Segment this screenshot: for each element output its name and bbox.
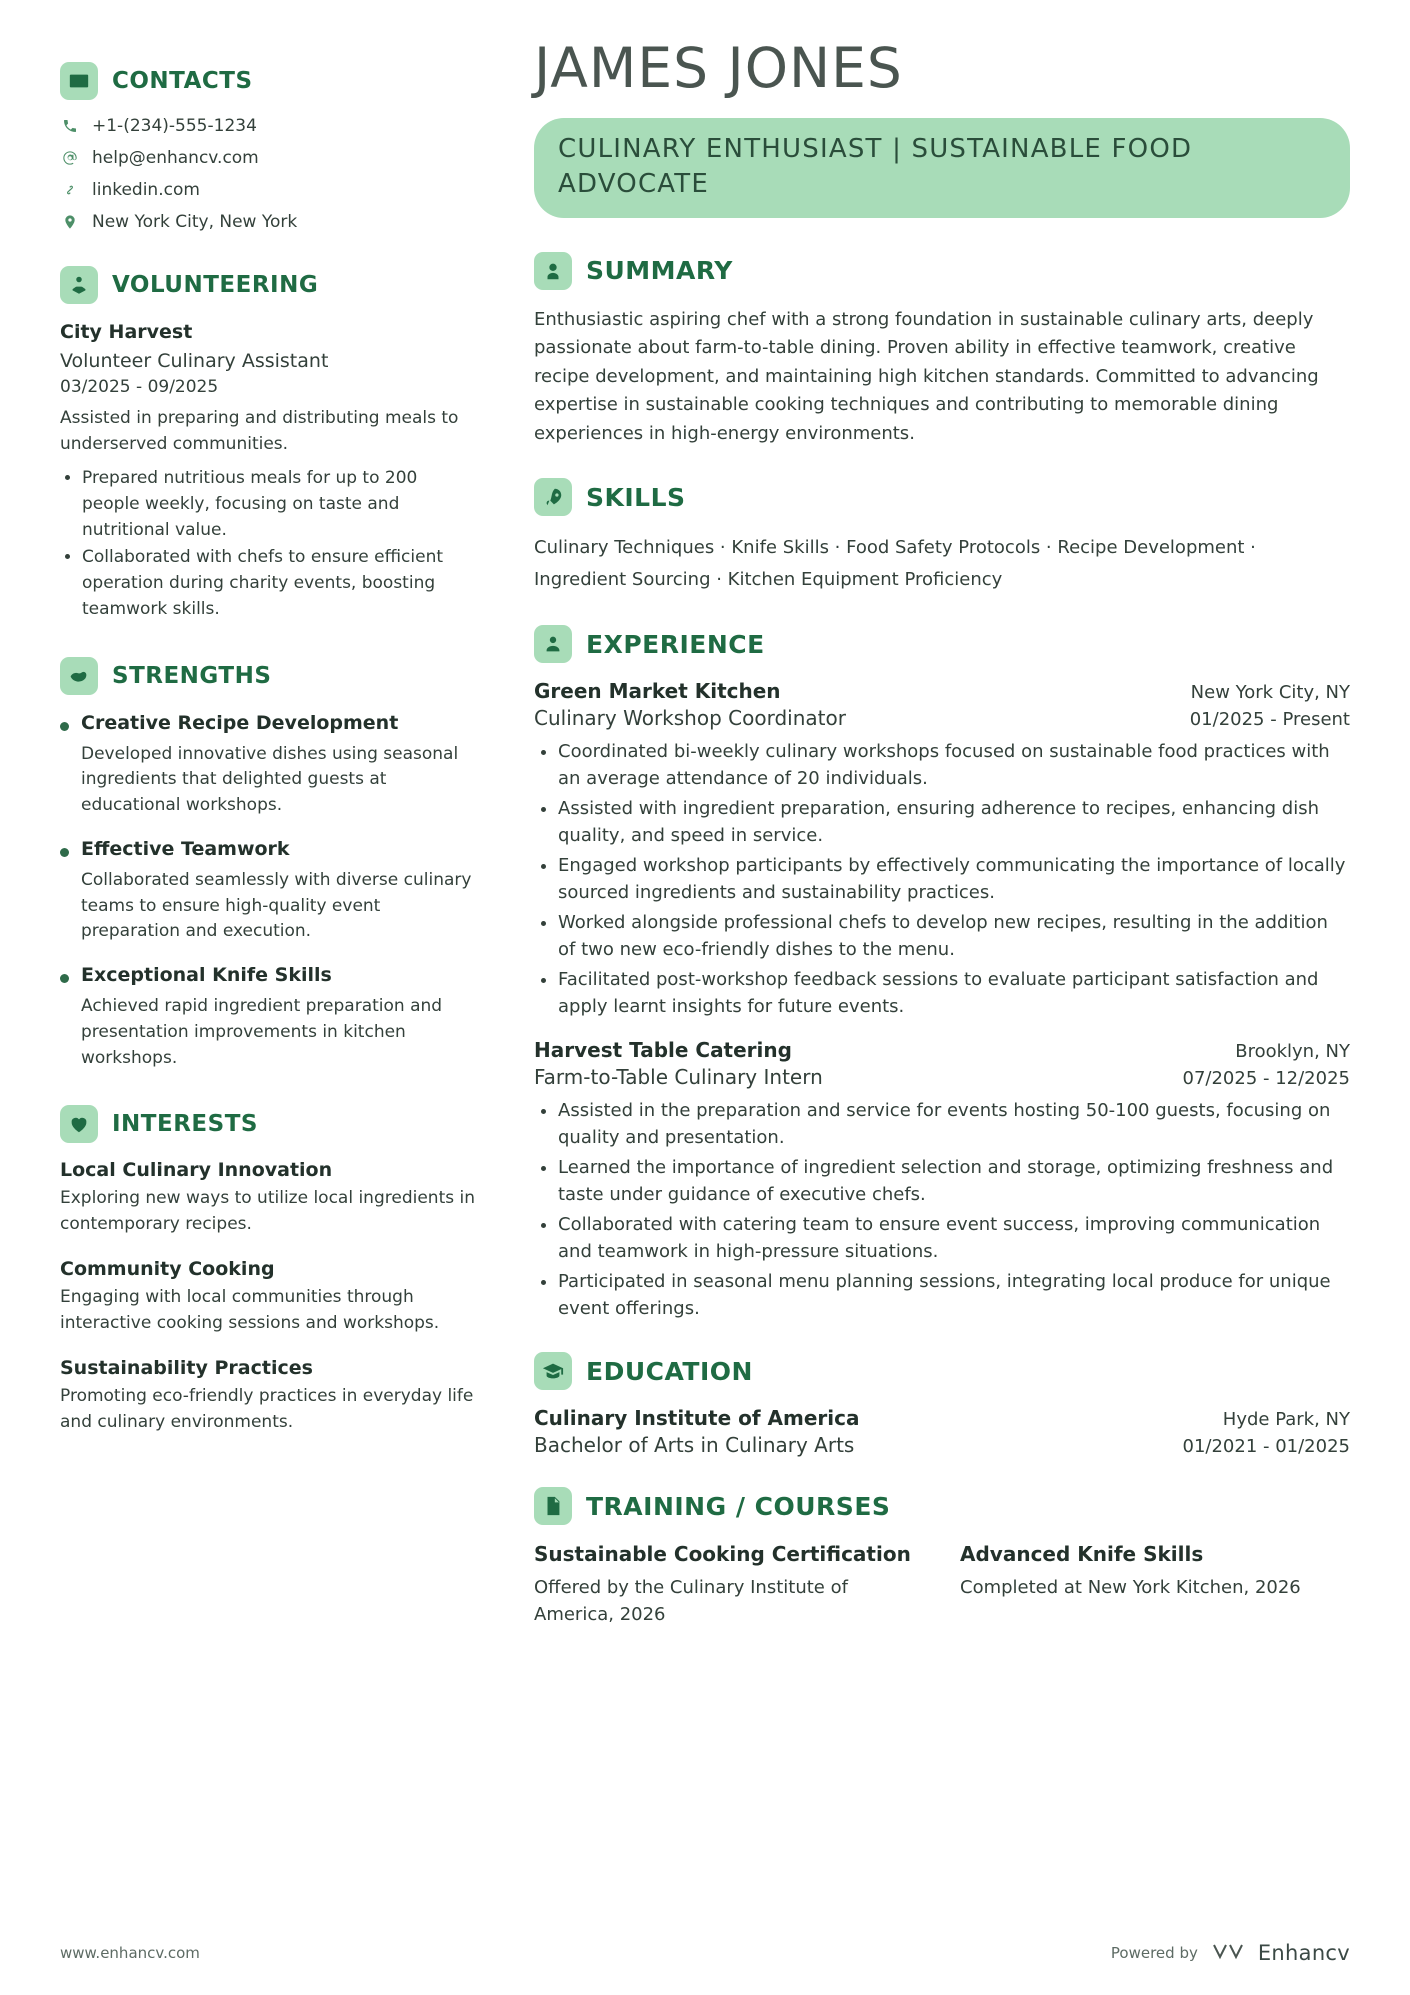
- education-org: Culinary Institute of America: [534, 1406, 860, 1431]
- list-item: • Participated in seasonal menu planning sessions, integrating local produce for unique event offerings.: [558, 1268, 1350, 1322]
- experience-location: New York City, NY: [1190, 682, 1350, 704]
- experience-bullets: [534, 1097, 1350, 1322]
- education-date: 01/2021 - 01/2025: [1182, 1436, 1350, 1458]
- strength-name: Creative Recipe Development: [81, 711, 399, 734]
- contact-email-value: help@enhancv.com: [92, 148, 259, 168]
- interest-name: Community Cooking: [60, 1258, 275, 1281]
- summary-header: [534, 252, 1350, 290]
- resume-columns: [60, 36, 1350, 1658]
- interest-desc: Engaging with local communities through interactive cooking sessions and workshops.: [60, 1287, 440, 1333]
- strengths-header: [60, 657, 480, 695]
- page-footer: [60, 1941, 1350, 1965]
- volunteering-org: City Harvest: [60, 321, 193, 343]
- training-item: [960, 1541, 1350, 1628]
- contacts-header: [60, 62, 480, 100]
- interests-section: [60, 1105, 480, 1435]
- bullet-dot-icon: [60, 722, 69, 731]
- list-item: • Collaborated with chefs to ensure efficient operation during charity events, boosting teamwork skills.: [82, 545, 480, 622]
- training-list: [534, 1541, 1350, 1628]
- strength-desc: Achieved rapid ingredient preparation and presentation improvements in kitchen workshops.: [81, 995, 443, 1068]
- training-name: Sustainable Cooking Certification: [534, 1542, 911, 1567]
- experience-role: Farm-to-Table Culinary Intern: [534, 1065, 823, 1090]
- bullet-dot-icon: [60, 848, 69, 857]
- strength-item: [60, 711, 480, 819]
- person-icon: [534, 252, 572, 290]
- experience-bullets: [534, 738, 1350, 1020]
- training-header: [534, 1487, 1350, 1525]
- experience-title: EXPERIENCE: [586, 629, 765, 659]
- list-item: • Collaborated with catering team to ensure event success, improving communication and teamwork in high-pressure situations.: [558, 1211, 1350, 1265]
- brand-logo: [1210, 1941, 1350, 1965]
- contact-list: [60, 116, 480, 232]
- strength-name: Effective Teamwork: [81, 838, 290, 861]
- interest-item: [60, 1159, 480, 1238]
- phone-icon: [60, 116, 80, 136]
- volunteering-summary: Assisted in preparing and distributing meals to underserved communities.: [60, 408, 459, 455]
- contact-link-value[interactable]: linkedin.com: [92, 180, 200, 200]
- education-header: [534, 1352, 1350, 1390]
- professional-title-band: CULINARY ENTHUSIAST | SUSTAINABLE FOOD ADVOCATE: [534, 118, 1350, 218]
- email-icon: [60, 148, 80, 168]
- experience-org: Green Market Kitchen: [534, 679, 781, 704]
- footer-website[interactable]: www.enhancv.com: [60, 1944, 200, 1962]
- skills-header: [534, 478, 1350, 516]
- graduation-cap-icon: [534, 1352, 572, 1390]
- summary-title: SUMMARY: [586, 256, 733, 286]
- volunteering-header: [60, 266, 480, 304]
- education-title: EDUCATION: [586, 1356, 753, 1386]
- interest-item: [60, 1357, 480, 1436]
- education-degree: Bachelor of Arts in Culinary Arts: [534, 1433, 855, 1458]
- document-icon: [534, 1487, 572, 1525]
- enhancv-mark-icon: [1210, 1941, 1250, 1965]
- strengths-section: [60, 657, 480, 1072]
- training-name: Advanced Knife Skills: [960, 1542, 1204, 1567]
- rocket-icon: [534, 478, 572, 516]
- volunteer-hand-icon: [60, 266, 98, 304]
- education-section: [534, 1352, 1350, 1457]
- strength-name: Exceptional Knife Skills: [81, 964, 332, 987]
- skills-title: SKILLS: [586, 482, 686, 512]
- experience-org: Harvest Table Catering: [534, 1038, 792, 1063]
- envelope-icon: [60, 62, 98, 100]
- interests-header: [60, 1105, 480, 1143]
- list-item: • Coordinated bi-weekly culinary workshops focused on sustainable food practices with an average attendance of 20 individuals.: [558, 738, 1350, 792]
- summary-section: [534, 252, 1350, 448]
- list-item: • Assisted in the preparation and service for events hosting 50-100 guests, focusing on quality and presentation.: [558, 1097, 1350, 1151]
- brand-name: Enhancv: [1257, 1941, 1350, 1965]
- volunteering-title: VOLUNTEERING: [112, 272, 319, 298]
- link-icon: [60, 180, 80, 200]
- strength-desc: Developed innovative dishes using seasonal ingredients that delighted guests at educational workshops.: [81, 743, 459, 816]
- interest-desc: Exploring new ways to utilize local ingredients in contemporary recipes.: [60, 1188, 475, 1235]
- contacts-section: [60, 62, 480, 232]
- interest-item: [60, 1258, 480, 1337]
- experience-role: Culinary Workshop Coordinator: [534, 706, 846, 731]
- summary-text: Enthusiastic aspiring chef with a strong foundation in sustainable culinary arts, deeply passionate about farm-to-table dining. Proven ability in effective teamwork, creative recipe development, and maintaining high kitchen standards. Committed to advancing expertise in sustainable cooking techniques and contributing to memorable dining experiences in high-energy environments.: [534, 308, 1319, 444]
- sidebar-column: [60, 40, 480, 1469]
- contacts-title: CONTACTS: [112, 68, 253, 94]
- experience-item: [534, 1038, 1350, 1322]
- list-item: • Prepared nutritious meals for up to 200 people weekly, focusing on taste and nutritional value.: [82, 466, 480, 543]
- experience-location: Brooklyn, NY: [1235, 1041, 1350, 1063]
- powered-by-label: Powered by: [1110, 1944, 1198, 1962]
- bullet-dot-icon: [60, 974, 69, 983]
- volunteering-role: Volunteer Culinary Assistant: [60, 349, 329, 372]
- training-desc: Offered by the Culinary Institute of America, 2026: [534, 1577, 848, 1626]
- page-title: JAMES JONES: [534, 36, 903, 100]
- list-item: • Worked alongside professional chefs to develop new recipes, resulting in the addition of two new eco-friendly dishes to the menu.: [558, 909, 1350, 963]
- strength-desc: Collaborated seamlessly with diverse culinary teams to ensure high-quality event preparation and execution.: [81, 869, 472, 942]
- location-icon: [60, 212, 80, 232]
- interest-desc: Promoting eco-friendly practices in everyday life and culinary environments.: [60, 1385, 474, 1432]
- education-item: [534, 1406, 1350, 1457]
- list-item: • Learned the importance of ingredient selection and storage, optimizing freshness and taste under guidance of executive chefs.: [558, 1154, 1350, 1208]
- experience-header: [534, 625, 1350, 663]
- powered-by: [1111, 1941, 1350, 1965]
- experience-item: [534, 679, 1350, 1020]
- training-item: [534, 1541, 924, 1628]
- education-location: Hyde Park, NY: [1222, 1409, 1350, 1431]
- contact-phone: [60, 116, 480, 136]
- muscle-icon: [60, 657, 98, 695]
- contact-link[interactable]: [60, 180, 480, 200]
- contact-phone-value: +1-(234)-555-1234: [92, 116, 257, 136]
- skills-section: [534, 478, 1350, 595]
- contact-location: [60, 212, 480, 232]
- volunteering-bullets: [60, 466, 480, 623]
- list-item: • Facilitated post-workshop feedback sessions to evaluate participant satisfaction and apply learnt insights for future events.: [558, 966, 1350, 1020]
- skills-list: Culinary Techniques · Knife Skills · Food Safety Protocols · Recipe Development · Ingredient Sourcing · Kitchen Equipment Proficiency: [534, 537, 1256, 590]
- volunteering-section: [60, 266, 480, 623]
- briefcase-person-icon: [534, 625, 572, 663]
- training-section: [534, 1487, 1350, 1628]
- contact-location-value: New York City, New York: [92, 212, 298, 232]
- interest-name: Sustainability Practices: [60, 1356, 313, 1379]
- volunteering-date: 03/2025 - 09/2025: [60, 377, 219, 398]
- experience-date: 01/2025 - Present: [1189, 709, 1350, 731]
- strength-item: [60, 963, 480, 1071]
- list-item: • Assisted with ingredient preparation, ensuring adherence to recipes, enhancing dish quality, and speed in service.: [558, 795, 1350, 849]
- strengths-title: STRENGTHS: [112, 662, 272, 689]
- experience-date: 07/2025 - 12/2025: [1182, 1068, 1350, 1090]
- list-item: • Engaged workshop participants by effectively communicating the importance of locally sourced ingredients and sustainability practices.: [558, 852, 1350, 906]
- contact-email: [60, 148, 480, 168]
- experience-section: [534, 625, 1350, 1322]
- interests-title: INTERESTS: [112, 1111, 258, 1138]
- main-column: [534, 36, 1350, 1658]
- interest-name: Local Culinary Innovation: [60, 1159, 333, 1182]
- heart-icon: [60, 1105, 98, 1143]
- training-desc: Completed at New York Kitchen, 2026: [960, 1577, 1301, 1599]
- volunteering-item: [60, 320, 480, 623]
- training-title: TRAINING / COURSES: [586, 1491, 891, 1521]
- strength-item: [60, 837, 480, 945]
